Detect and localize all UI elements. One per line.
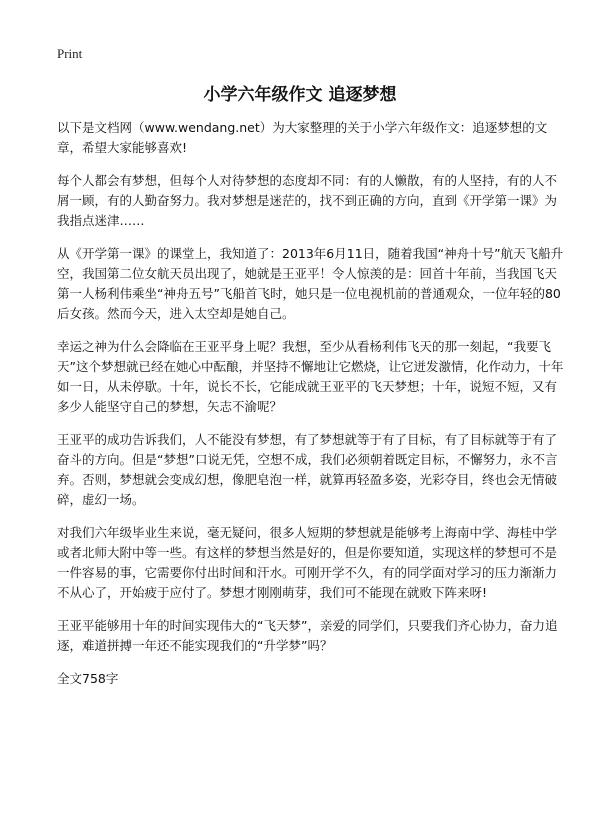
article-paragraph: 王亚平能够用十年的时间实现伟大的“飞天梦”，亲爱的同学们，只要我们齐心协力，奋力追逐，难道拼搏一年还不能实现我们的“升学梦”吗？	[57, 618, 558, 653]
article-paragraph: 每个人都会有梦想，但每个人对待梦想的态度却不同：有的人懒散，有的人坚持，有的人不屑一顾，有的人勤奋努力。我对梦想是迷茫的，找不到正确的方向，直到《开学第一课》为我指点迷津……	[57, 173, 558, 228]
print-link[interactable]: Print	[57, 46, 83, 61]
article-paragraph: 王亚平的成功告诉我们，人不能没有梦想，有了梦想就等于有了目标，有了目标就等于有了奋斗的方向。但是“梦想”口说无凭，空想不成，我们必须朝着既定目标，不懈努力，永不言弃。否则，梦想就会变成幻想，像肥皂泡一样，就算再轻盈多姿，光彩夺目，终也会无情破碎，虚幻一场。	[57, 432, 558, 507]
page-title: 小学六年级作文 追逐梦想	[203, 85, 397, 105]
intro-paragraph: 以下是文档网（www.wendang.net）为大家整理的关于小学六年级作文：追逐梦想的文章，希望大家能够喜欢!	[57, 120, 548, 155]
article-paragraph: 对我们六年级毕业生来说，毫无疑问，很多人短期的梦想就是能够考上海南中学、海桂中学或者北师大附中等一些。有这样的梦想当然是好的，但是你要知道，实现这样的梦想可不是一件容易的事，它需要你付出时间和汗水。可刚开学不久，有的同学面对学习的压力渐渐力不从心了，开始疲于应付了。梦想才刚刚萌芽，我们可不能现在就败下阵来呀!	[57, 525, 558, 600]
article-paragraph: 幸运之神为什么会降临在王亚平身上呢？我想，至少从看杨利伟飞天的那一刻起，“我要飞天”这个梦想就已经在她心中酝酿，并坚持不懈地让它燃烧，让它迸发激情，化作动力，十年如一日，从未停歇。十年，说长不长，它能成就王亚平的飞天梦想；十年，说短不短，又有多少人能坚守自己的梦想，矢志不渝呢？	[57, 339, 564, 414]
article-body	[57, 118, 565, 689]
article-paragraph: 从《开学第一课》的课堂上，我知道了：2013年6月11日，随着我国“神舟十号”航天飞船升空，我国第二位女航天员出现了，她就是王亚平！令人惊羡的是：回首十年前，当我国飞天第一人杨利伟乘坐“神舟五号”飞船首飞时，她只是一位电视机前的普通观众，一位年轻的80后女孩。然而今天，进入太空却是她自己。	[57, 246, 564, 321]
word-count: 全文758字	[57, 671, 119, 686]
